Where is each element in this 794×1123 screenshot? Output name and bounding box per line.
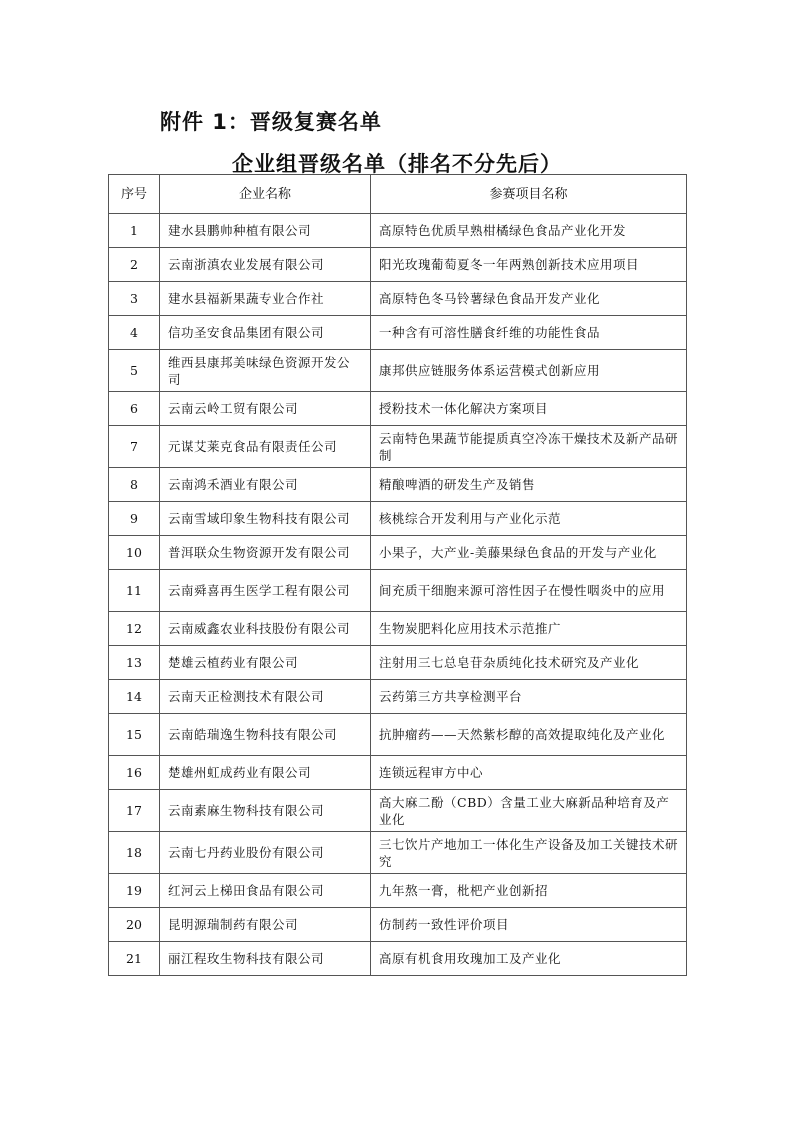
project-name: 云南特色果蔬节能提质真空冷冻干燥技术及新产品研制	[371, 426, 687, 468]
company-name: 云南鸿禾酒业有限公司	[160, 468, 371, 502]
table-row	[109, 756, 687, 790]
project-name: 连锁远程审方中心	[371, 756, 687, 790]
table-row	[109, 832, 687, 874]
row-number: 11	[109, 570, 160, 612]
company-name: 丽江程玫生物科技有限公司	[160, 942, 371, 976]
project-name: 一种含有可溶性膳食纤维的功能性食品	[371, 316, 687, 350]
project-name: 核桃综合开发利用与产业化示范	[371, 502, 687, 536]
table-row	[109, 680, 687, 714]
column-header-company: 企业名称	[160, 175, 371, 214]
row-number: 19	[109, 874, 160, 908]
row-number: 14	[109, 680, 160, 714]
project-name: 高原有机食用玫瑰加工及产业化	[371, 942, 687, 976]
row-number: 2	[109, 248, 160, 282]
project-name: 间充质干细胞来源可溶性因子在慢性咽炎中的应用	[371, 570, 687, 612]
table-row	[109, 908, 687, 942]
project-name: 精酿啤酒的研发生产及销售	[371, 468, 687, 502]
table-row	[109, 392, 687, 426]
company-name: 信功圣安食品集团有限公司	[160, 316, 371, 350]
table-row	[109, 214, 687, 248]
table-row	[109, 646, 687, 680]
table-row	[109, 790, 687, 832]
company-name: 元谋艾莱克食品有限责任公司	[160, 426, 371, 468]
row-number: 20	[109, 908, 160, 942]
project-name: 授粉技术一体化解决方案项目	[371, 392, 687, 426]
page-heading: 附件 1：晋级复赛名单	[160, 110, 382, 134]
row-number: 13	[109, 646, 160, 680]
row-number: 6	[109, 392, 160, 426]
project-name: 高原特色优质早熟柑橘绿色食品产业化开发	[371, 214, 687, 248]
project-name: 生物炭肥料化应用技术示范推广	[371, 612, 687, 646]
row-number: 1	[109, 214, 160, 248]
project-name: 注射用三七总皂苷杂质纯化技术研究及产业化	[371, 646, 687, 680]
company-name: 云南天正检测技术有限公司	[160, 680, 371, 714]
project-name: 九年熬一膏，枇杷产业创新招	[371, 874, 687, 908]
table-header-row	[109, 175, 687, 214]
company-name: 普洱联众生物资源开发有限公司	[160, 536, 371, 570]
company-name: 云南素麻生物科技有限公司	[160, 790, 371, 832]
table-row	[109, 282, 687, 316]
project-name: 小果子，大产业-美藤果绿色食品的开发与产业化	[371, 536, 687, 570]
company-name: 云南雪域印象生物科技有限公司	[160, 502, 371, 536]
company-name: 云南舜喜再生医学工程有限公司	[160, 570, 371, 612]
project-name: 阳光玫瑰葡萄夏冬一年两熟创新技术应用项目	[371, 248, 687, 282]
project-name: 高大麻二酚（CBD）含量工业大麻新品种培育及产业化	[371, 790, 687, 832]
row-number: 9	[109, 502, 160, 536]
company-name: 云南七丹药业股份有限公司	[160, 832, 371, 874]
row-number: 18	[109, 832, 160, 874]
table-row	[109, 942, 687, 976]
table-row	[109, 612, 687, 646]
row-number: 17	[109, 790, 160, 832]
row-number: 16	[109, 756, 160, 790]
row-number: 21	[109, 942, 160, 976]
table-row	[109, 570, 687, 612]
table-row	[109, 536, 687, 570]
table-row	[109, 426, 687, 468]
table-row	[109, 316, 687, 350]
row-number: 3	[109, 282, 160, 316]
company-name: 云南云岭工贸有限公司	[160, 392, 371, 426]
company-name: 红河云上梯田食品有限公司	[160, 874, 371, 908]
project-name: 仿制药一致性评价项目	[371, 908, 687, 942]
column-header-project: 参赛项目名称	[371, 175, 687, 214]
company-name: 维西县康邦美味绿色资源开发公司	[160, 350, 371, 392]
project-name: 康邦供应链服务体系运营模式创新应用	[371, 350, 687, 392]
row-number: 10	[109, 536, 160, 570]
project-name: 高原特色冬马铃薯绿色食品开发产业化	[371, 282, 687, 316]
row-number: 5	[109, 350, 160, 392]
table-row	[109, 502, 687, 536]
table-row	[109, 714, 687, 756]
row-number: 15	[109, 714, 160, 756]
table-row	[109, 350, 687, 392]
table-title: 企业组晋级名单（排名不分先后）	[232, 152, 562, 176]
finalist-table	[108, 174, 687, 976]
table-row	[109, 468, 687, 502]
row-number: 7	[109, 426, 160, 468]
table-row	[109, 874, 687, 908]
row-number: 4	[109, 316, 160, 350]
row-number: 12	[109, 612, 160, 646]
column-header-number: 序号	[109, 175, 160, 214]
row-number: 8	[109, 468, 160, 502]
company-name: 楚雄州虹成药业有限公司	[160, 756, 371, 790]
project-name: 三七饮片产地加工一体化生产设备及加工关键技术研究	[371, 832, 687, 874]
company-name: 昆明源瑞制药有限公司	[160, 908, 371, 942]
company-name: 云南浙滇农业发展有限公司	[160, 248, 371, 282]
table-row	[109, 248, 687, 282]
company-name: 楚雄云植药业有限公司	[160, 646, 371, 680]
project-name: 抗肿瘤药——天然紫杉醇的高效提取纯化及产业化	[371, 714, 687, 756]
company-name: 建水县福新果蔬专业合作社	[160, 282, 371, 316]
project-name: 云药第三方共享检测平台	[371, 680, 687, 714]
company-name: 建水县鹏帅种植有限公司	[160, 214, 371, 248]
company-name: 云南威鑫农业科技股份有限公司	[160, 612, 371, 646]
company-name: 云南皓瑞逸生物科技有限公司	[160, 714, 371, 756]
